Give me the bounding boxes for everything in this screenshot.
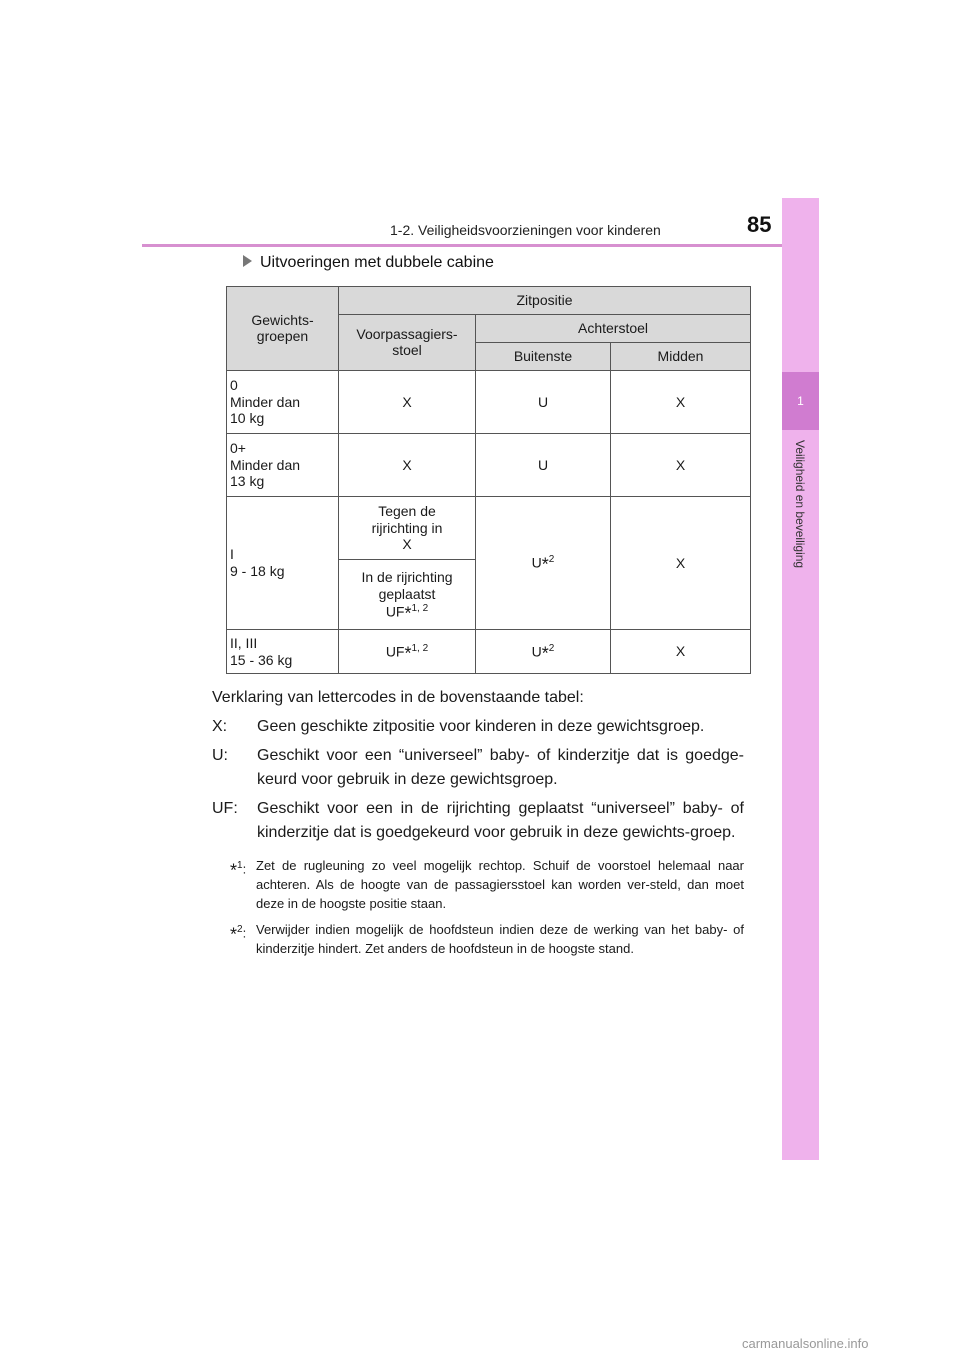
footnote-number: 2: [237, 924, 243, 935]
footnote-mark: *$^2$:: [230, 924, 247, 945]
cell-front-rear-facing: Tegen de rijrichting in X: [339, 497, 476, 560]
legend-item: [212, 715, 744, 739]
page-number: 85: [747, 212, 772, 237]
cell-front-forward-facing: [339, 560, 476, 630]
footnotes: [230, 856, 744, 965]
cell-middle: X: [611, 434, 751, 497]
footnote-text: Verwijder indien mogelijk de hoofdsteun indien deze de werking van het baby- of kinderzitje hindert. Zet anders de hoofdsteun in de hoogste stand.: [256, 922, 744, 956]
section-heading-text: Uitvoeringen met dubbele cabine: [260, 254, 494, 271]
cell-group: II, III 15 - 36 kg: [227, 630, 339, 674]
footnote-mark: *$^1$:: [230, 860, 247, 881]
seat-suitability-table: [226, 286, 751, 674]
cell-group: 0 Minder dan 10 kg: [227, 371, 339, 434]
cell-front-forward-text: In de rijrichting geplaatst UF: [361, 568, 453, 620]
asterisk-icon: *: [404, 603, 412, 624]
chapter-label: Veiligheid en beveiliging: [793, 440, 807, 569]
legend-key: U:: [212, 747, 228, 764]
footnote-text: Zet de rugleuning zo veel mogelijk rechtop. Schuif de voorstoel helemaal naar achteren. Als de hoogte van de passagiersstoel kan worden ver-steld, dan moet deze in de hoogste positie staan.: [256, 858, 744, 911]
header-seat-position: Zitpositie: [339, 287, 751, 315]
cell-front: [339, 630, 476, 674]
header-middle: Midden: [611, 343, 751, 371]
triangle-bullet-icon: [243, 255, 252, 267]
asterisk-icon: *: [230, 924, 238, 945]
cell-middle: X: [611, 497, 751, 630]
table-row: [227, 371, 751, 434]
watermark: carmanualsonline.info: [742, 1336, 869, 1351]
footnote-ref: 2: [548, 554, 555, 566]
chapter-tab: [782, 372, 819, 430]
cell-outer-code: U: [531, 554, 542, 571]
table-row: [227, 630, 751, 674]
legend-text: Geschikt voor een in de rijrichting geplaatst “universeel” baby- of kinderzitje dat is goedgekeurd voor gebruik in deze gewichts-groep.: [257, 800, 744, 841]
legend-intro: Verklaring van lettercodes in de bovenstaande tabel:: [212, 689, 584, 706]
cell-middle: X: [611, 630, 751, 674]
footnote-ref: 2: [548, 642, 555, 654]
footnote: [230, 856, 744, 913]
footnote-ref: 1, 2: [411, 642, 429, 654]
legend-text: Geen geschikte zitpositie voor kinderen in deze gewichtsgroep.: [257, 718, 705, 735]
cell-outer: [476, 630, 611, 674]
asterisk-icon: *: [230, 860, 238, 881]
legend-item: [212, 797, 744, 845]
header-front-passenger: Voorpassagiers- stoel: [339, 315, 476, 371]
header-weight-groups: Gewichts- groepen: [227, 287, 339, 371]
side-tab: [782, 198, 819, 1160]
cell-front-code: UF: [385, 643, 405, 660]
asterisk-icon: *: [541, 554, 549, 575]
footnote-ref: 1, 2: [411, 602, 429, 614]
cell-front: X: [339, 371, 476, 434]
asterisk-icon: *: [404, 643, 412, 664]
asterisk-icon: *: [541, 643, 549, 664]
legend: [212, 686, 744, 850]
cell-outer: U: [476, 371, 611, 434]
legend-text: Geschikt voor een “universeel” baby- of kinderzitje dat is goedge-keurd voor gebruik in deze gewichtsgroep.: [257, 747, 744, 788]
cell-outer: [476, 497, 611, 630]
footnote-number: 1: [237, 860, 243, 871]
chapter-number: 1: [797, 394, 804, 408]
header-outer: Buitenste: [476, 343, 611, 371]
header-divider: [142, 244, 818, 247]
table-row: [227, 434, 751, 497]
cell-outer: U: [476, 434, 611, 497]
header-title: 1-2. Veiligheidsvoorzieningen voor kinderen: [390, 222, 661, 238]
footnote: [230, 920, 744, 958]
section-heading: [243, 254, 494, 272]
cell-front: X: [339, 434, 476, 497]
cell-group: 0+ Minder dan 13 kg: [227, 434, 339, 497]
cell-outer-code: U: [531, 643, 542, 660]
legend-item: [212, 744, 744, 792]
cell-group: I 9 - 18 kg: [227, 497, 339, 630]
legend-key: UF:: [212, 800, 238, 817]
table-row: [227, 497, 751, 560]
header-rear-seat: Achterstoel: [476, 315, 751, 343]
legend-key: X:: [212, 718, 228, 735]
cell-middle: X: [611, 371, 751, 434]
